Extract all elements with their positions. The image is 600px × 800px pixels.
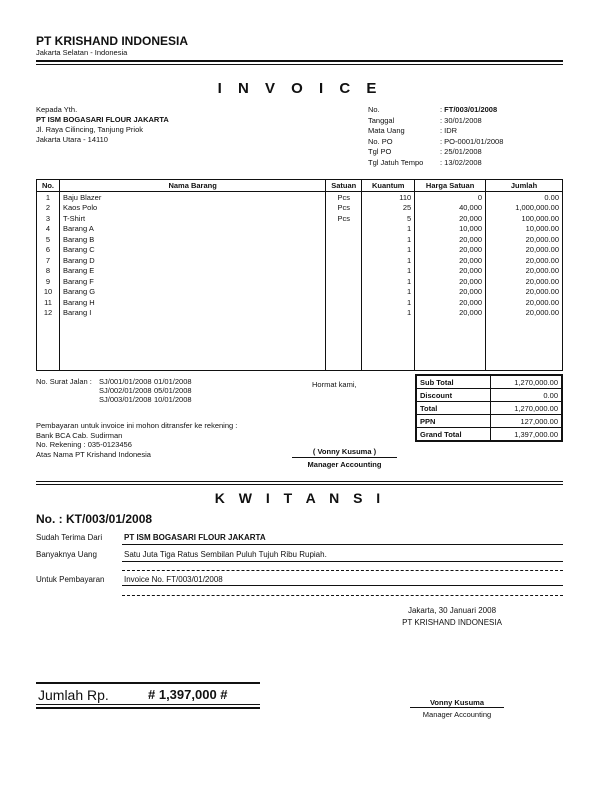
col-header-no: No. [37, 180, 60, 192]
meta-value: 30/01/2008 [444, 115, 482, 125]
row-unit [326, 255, 362, 266]
meta-value: 13/02/2008 [444, 157, 482, 167]
row-quantity: 1 [362, 255, 415, 266]
bill-to-address2: Jakarta Utara - 14110 [36, 135, 108, 144]
row-no: 9 [37, 276, 60, 287]
row-unit-price: 20,000 [415, 287, 486, 298]
company-name: PT KRISHAND INDONESIA [36, 34, 189, 48]
row-unit [326, 276, 362, 287]
signature-line [292, 457, 397, 458]
row-no: 1 [37, 192, 60, 203]
grand-total-label: Grand Total [416, 428, 491, 442]
row-quantity: 1 [362, 276, 415, 287]
row-quantity: 1 [362, 224, 415, 235]
row-no: 3 [37, 213, 60, 224]
delivery-note-row [36, 395, 192, 404]
payment-line: Bank BCA Cab. Sudirman [36, 430, 123, 440]
filler-cell [362, 318, 415, 371]
row-amount: 20,000.00 [486, 234, 563, 245]
amount-box-bottom-rule-thick [36, 707, 260, 709]
meta-row: No. : FT/003/01/2008 [368, 105, 498, 114]
row-no: 6 [37, 245, 60, 256]
invoice-title: I N V O I C E [217, 80, 383, 97]
payment-for-dash [122, 595, 563, 596]
row-unit-price: 10,000 [415, 224, 486, 235]
col-header-item-name: Nama Barang [59, 180, 325, 192]
receipt-signer-name: Vonny Kusuma [429, 698, 485, 707]
meta-row: Mata Uang : IDR [368, 126, 458, 135]
table-row [37, 276, 563, 287]
subtotal-label: Sub Total [416, 375, 491, 389]
row-quantity: 5 [362, 213, 415, 224]
row-amount: 20,000.00 [486, 276, 563, 287]
filler-cell [326, 318, 362, 371]
delivery-note-date: 05/01/2008 [154, 386, 192, 395]
filler-cell [486, 318, 563, 371]
table-row [37, 203, 563, 214]
row-amount: 20,000.00 [486, 287, 563, 298]
discount-value: 0.00 [491, 389, 563, 402]
row-item-name: Barang D [59, 255, 325, 266]
amount-words-dash [122, 570, 563, 571]
row-unit [326, 234, 362, 245]
bill-to-name: PT ISM BOGASARI FLOUR JAKARTA [36, 115, 169, 124]
row-no: 7 [37, 255, 60, 266]
receipt-title: K W I T A N S I [214, 490, 386, 506]
row-unit [326, 224, 362, 235]
row-unit: Pcs [326, 213, 362, 224]
col-header-unit: Satuan [326, 180, 362, 192]
table-row [37, 266, 563, 277]
row-unit-price: 20,000 [415, 245, 486, 256]
row-amount: 0.00 [486, 192, 563, 203]
row-unit: Pcs [326, 203, 362, 214]
delivery-note-no: SJ/001/01/2008 [99, 377, 152, 386]
filler-cell [59, 318, 325, 371]
row-item-name: Barang B [59, 234, 325, 245]
row-item-name: Kaos Polo [59, 203, 325, 214]
row-item-name: Barang G [59, 287, 325, 298]
row-unit [326, 245, 362, 256]
place-date: Jakarta, 30 Januari 2008 [407, 606, 497, 615]
totals-table [415, 374, 563, 442]
header-rule [36, 60, 563, 62]
meta-label: No. PO [368, 136, 393, 146]
table-row [37, 308, 563, 319]
row-unit [326, 297, 362, 308]
row-amount: 20,000.00 [486, 308, 563, 319]
total-value: 1,270,000.00 [491, 402, 563, 415]
delivery-note-no: SJ/003/01/2008 [99, 395, 152, 404]
row-unit [326, 287, 362, 298]
meta-value: FT/003/01/2008 [444, 105, 498, 114]
row-no: 8 [37, 266, 60, 277]
row-item-name: Barang F [59, 276, 325, 287]
tax-value: 127,000.00 [491, 415, 563, 428]
tax-label: PPN [416, 415, 491, 428]
table-filler-row [37, 318, 563, 371]
bill-to-address1: Jl. Raya Cilincing, Tanjung Priok [36, 125, 143, 134]
payment-line: Atas Nama PT Krishand Indonesia [36, 449, 151, 459]
row-unit-price: 0 [415, 192, 486, 203]
table-row [37, 287, 563, 298]
receipt-signature-line [410, 707, 504, 708]
delivery-note-no: SJ/002/01/2008 [99, 386, 152, 395]
row-no: 5 [37, 234, 60, 245]
items-body [37, 192, 563, 371]
section-rule-thin [36, 484, 563, 485]
row-amount: 20,000.00 [486, 255, 563, 266]
payment-line: Pembayaran untuk invoice ini mohon ditransfer ke rekening : [36, 421, 238, 430]
meta-row: Tanggal : 30/01/2008 [368, 115, 482, 125]
table-row [37, 224, 563, 235]
payment-instructions [36, 421, 237, 459]
totals-row [416, 389, 562, 402]
row-quantity: 1 [362, 266, 415, 277]
closing-greeting: Hormat kami, [312, 380, 357, 389]
table-row [37, 297, 563, 308]
discount-label: Discount [416, 389, 491, 402]
row-item-name: Baju Blazer [59, 192, 325, 203]
amount-words-value: Satu Juta Tiga Ratus Sembilan Puluh Tujuh Ribu Rupiah. [124, 550, 327, 559]
row-item-name: Barang H [59, 297, 325, 308]
delivery-notes-label: No. Surat Jalan : [36, 377, 92, 386]
bill-to-label: Kepada Yth. [36, 105, 78, 114]
meta-value: PO-0001/01/2008 [444, 136, 504, 146]
row-amount: 100,000.00 [486, 213, 563, 224]
receipt-number: No. : KT/003/01/2008 [36, 512, 153, 526]
row-item-name: Barang C [59, 245, 325, 256]
filler-cell [415, 318, 486, 371]
amount-box-top-rule [36, 682, 260, 684]
row-unit-price: 20,000 [415, 266, 486, 277]
col-header-amount: Jumlah [486, 180, 563, 192]
row-item-name: T-Shirt [59, 213, 325, 224]
meta-label: Tanggal [368, 115, 395, 125]
row-amount: 20,000.00 [486, 297, 563, 308]
received-from-underline [122, 544, 563, 545]
meta-value: IDR [444, 126, 458, 135]
receipt-signer-title: Manager Accounting [422, 710, 492, 719]
row-no: 11 [37, 297, 60, 308]
row-item-name: Barang A [59, 224, 325, 235]
payment-line: No. Rekening : 035-0123456 [36, 440, 132, 449]
row-item-name: Barang I [59, 308, 325, 319]
total-label: Total [416, 402, 491, 415]
signature-name: ( Vonny Kusuma ) [312, 447, 377, 456]
row-no: 4 [37, 224, 60, 235]
payment-for-label: Untuk Pembayaran [36, 575, 105, 584]
subtotal-value: 1,270,000.00 [491, 375, 563, 389]
received-from-value: PT ISM BOGASARI FLOUR JAKARTA [124, 533, 266, 542]
amount-label: Jumlah Rp. [38, 687, 109, 703]
row-amount: 20,000.00 [486, 245, 563, 256]
row-unit-price: 40,000 [415, 203, 486, 214]
amount-words-label: Banyaknya Uang [36, 550, 97, 559]
row-no: 2 [37, 203, 60, 214]
row-unit [326, 308, 362, 319]
amount-box-bottom-rule [36, 704, 260, 705]
row-amount: 20,000.00 [486, 266, 563, 277]
signature-title: Manager Accounting [307, 460, 382, 469]
row-quantity: 1 [362, 287, 415, 298]
meta-value: 25/01/2008 [444, 147, 482, 156]
row-unit-price: 20,000 [415, 213, 486, 224]
row-unit-price: 20,000 [415, 276, 486, 287]
meta-label: Tgl PO [368, 147, 392, 156]
filler-cell [37, 318, 60, 371]
meta-row: Tgl Jatuh Tempo : 13/02/2008 [368, 157, 482, 167]
meta-label: No. [368, 105, 380, 114]
amount-words-underline [122, 561, 563, 562]
table-row [37, 192, 563, 203]
totals-row [416, 402, 562, 415]
row-unit-price: 20,000 [415, 297, 486, 308]
section-rule [36, 481, 563, 482]
row-no: 10 [37, 287, 60, 298]
table-header-row [37, 180, 563, 192]
payment-for-underline [122, 585, 563, 586]
totals-row [416, 415, 562, 428]
received-from-label: Sudah Terima Dari [36, 533, 103, 542]
delivery-note-date: 01/01/2008 [154, 377, 192, 386]
totals-row [416, 375, 562, 389]
totals-row [416, 428, 562, 442]
row-unit-price: 20,000 [415, 308, 486, 319]
delivery-notes [36, 377, 192, 404]
row-unit-price: 20,000 [415, 255, 486, 266]
row-no: 12 [37, 308, 60, 319]
place-date-block [370, 605, 534, 629]
delivery-note-row [36, 386, 192, 395]
row-item-name: Barang E [59, 266, 325, 277]
row-quantity: 1 [362, 308, 415, 319]
row-unit: Pcs [326, 192, 362, 203]
delivery-note-row [36, 377, 192, 386]
amount-value: # 1,397,000 # [148, 687, 228, 702]
table-row [37, 234, 563, 245]
row-unit-price: 20,000 [415, 234, 486, 245]
header-rule-thin [36, 64, 563, 65]
payment-for-value: Invoice No. FT/003/01/2008 [124, 575, 223, 584]
grand-total-value: 1,397,000.00 [491, 428, 563, 442]
company-location: Jakarta Selatan - Indonesia [36, 48, 128, 57]
meta-row: No. PO : PO-0001/01/2008 [368, 136, 504, 146]
row-quantity: 1 [362, 234, 415, 245]
row-quantity: 1 [362, 297, 415, 308]
table-row [37, 255, 563, 266]
bill-to-block [36, 105, 169, 145]
table-row [37, 213, 563, 224]
delivery-note-date: 10/01/2008 [154, 395, 192, 404]
meta-row: Tgl PO : 25/01/2008 [368, 147, 482, 156]
meta-label: Mata Uang [368, 126, 405, 135]
col-header-unit-price: Harga Satuan [415, 180, 486, 192]
table-row [37, 245, 563, 256]
row-amount: 1,000,000.00 [486, 203, 563, 214]
meta-label: Tgl Jatuh Tempo [368, 157, 424, 167]
col-header-quantity: Kuantum [362, 180, 415, 192]
row-unit [326, 266, 362, 277]
issuer-company: PT KRISHAND INDONESIA [402, 618, 502, 627]
row-quantity: 110 [362, 192, 415, 203]
row-quantity: 25 [362, 203, 415, 214]
invoice-meta [368, 105, 503, 168]
row-quantity: 1 [362, 245, 415, 256]
row-amount: 10,000.00 [486, 224, 563, 235]
items-table [36, 179, 563, 371]
